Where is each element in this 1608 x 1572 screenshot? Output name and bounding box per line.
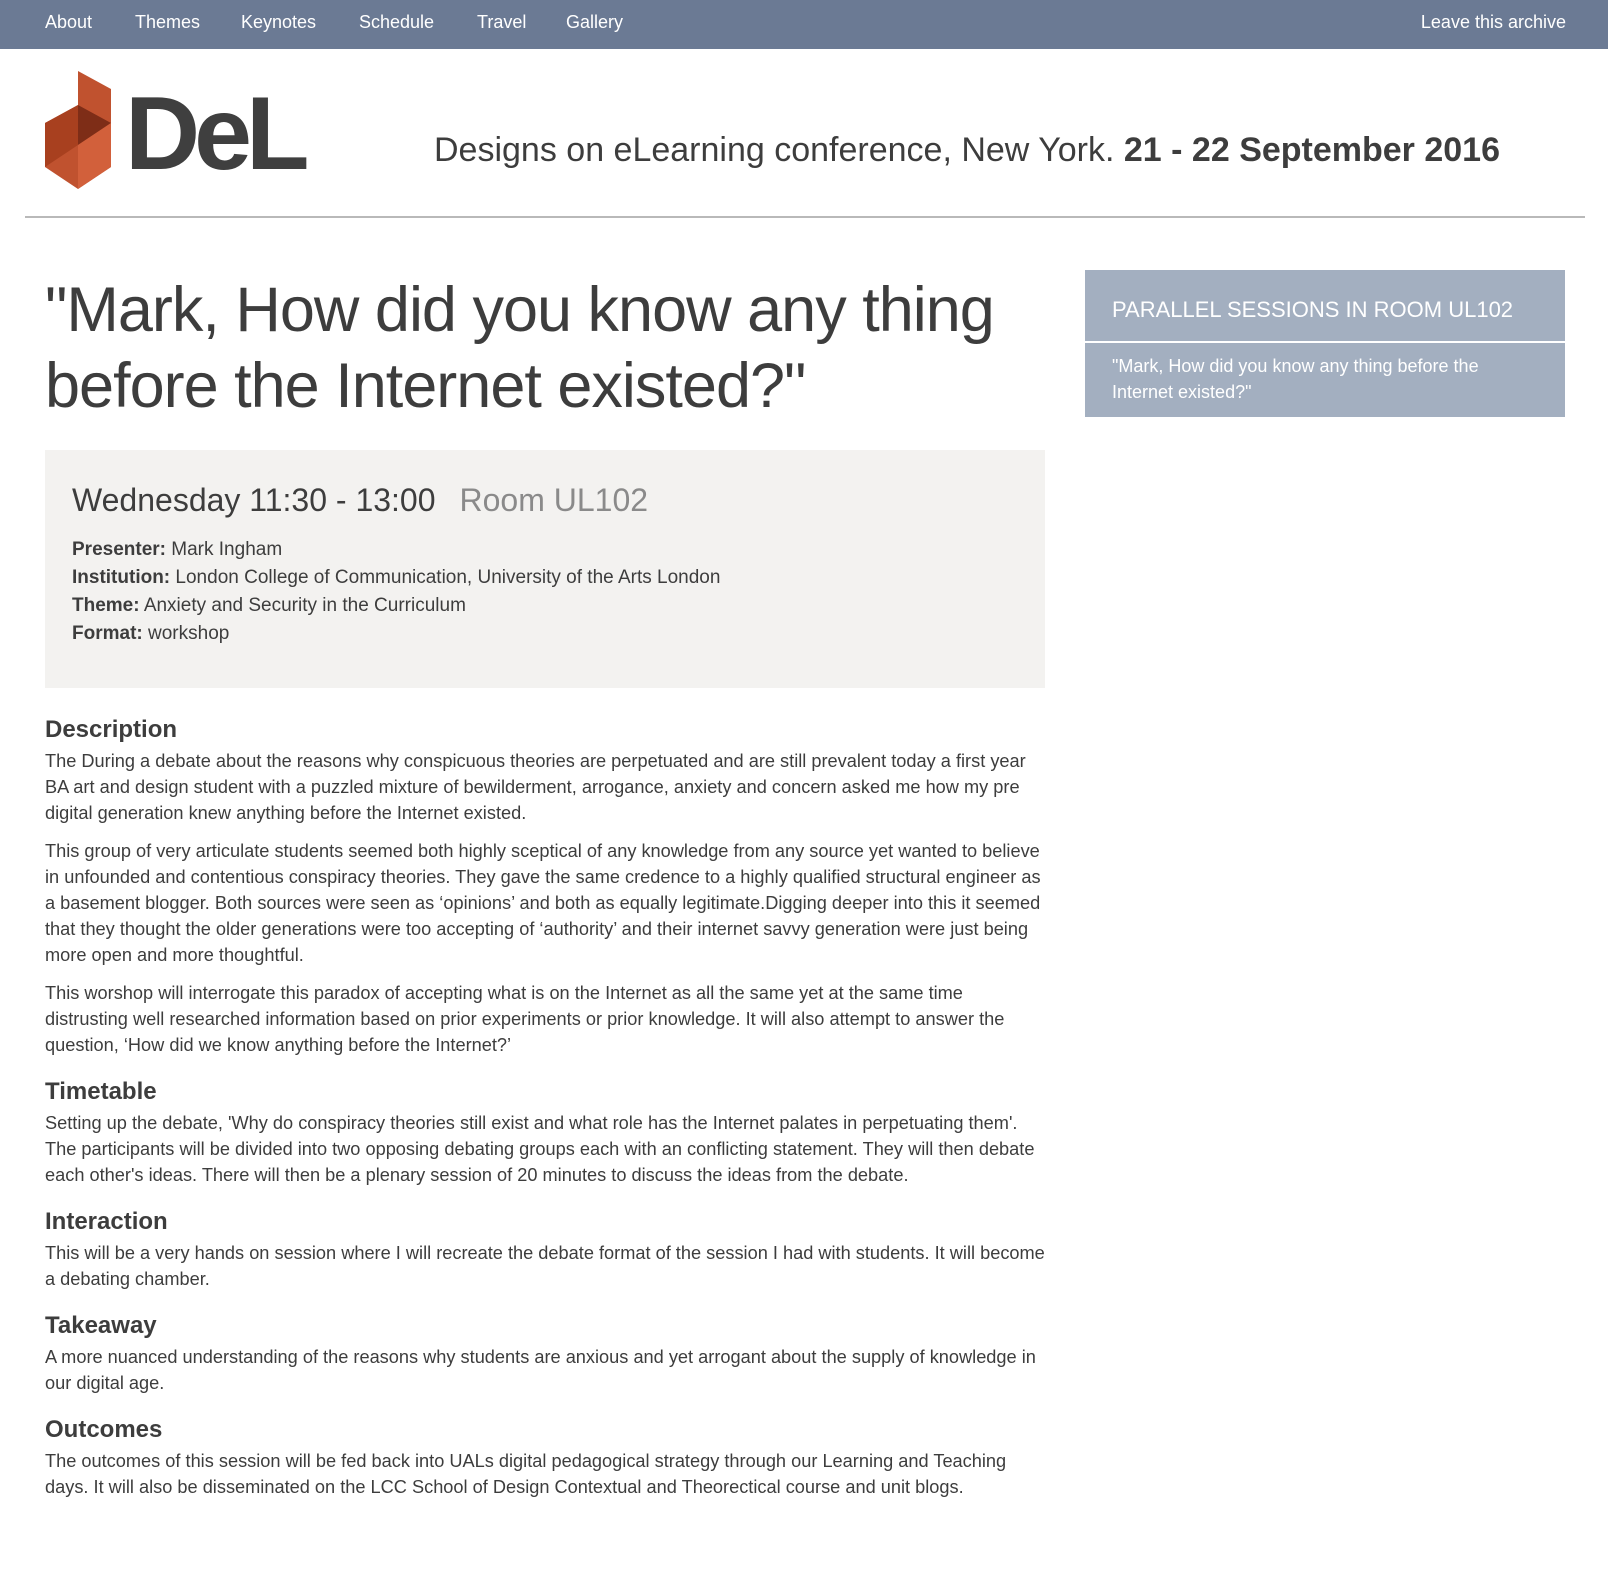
session-room: Room UL102 <box>459 482 649 518</box>
nav-schedule[interactable]: Schedule <box>359 12 435 32</box>
presenter-label: Presenter: <box>72 539 166 560</box>
theme-line <box>72 592 720 620</box>
parallel-sessions-sidebar <box>1085 270 1565 417</box>
timetable-paragraph: Setting up the debate, 'Why do conspiracy theories still exist and what role has the Internet palates in perpetuating them'. The participants will be divided into two opposing debating groups each with an conflicting statement. They will then debate each other's ideas. There will then be a plenary session of 20 minutes to discuss the ideas from the debate. <box>45 1113 1035 1185</box>
outcomes-paragraph: The outcomes of this session will be fed back into UALs digital pedagogical strategy through our Learning and Teaching days. It will also be disseminated on the LCC School of Design Contextual and Theorectical course and unit blogs. <box>45 1451 1007 1497</box>
session-content <box>45 712 1050 1500</box>
nav-gallery[interactable]: Gallery <box>566 12 624 32</box>
session-info-box <box>45 450 1045 688</box>
outcomes-heading: Outcomes <box>45 1416 163 1443</box>
conference-tagline <box>434 126 1500 174</box>
page-title: "Mark, How did you know any thing before the Internet existed?" <box>45 275 994 421</box>
session-details <box>72 536 720 648</box>
presenter-value: Mark Ingham <box>171 539 283 560</box>
institution-value: London College of Communication, University of the Arts London <box>175 567 721 588</box>
nav-keynotes[interactable]: Keynotes <box>241 12 317 32</box>
del-logo[interactable] <box>45 71 313 189</box>
format-value: workshop <box>148 623 230 644</box>
session-when <box>72 478 648 522</box>
takeaway-heading: Takeaway <box>45 1312 157 1339</box>
logo-wordmark: DeL <box>125 76 304 189</box>
interaction-heading: Interaction <box>45 1208 168 1235</box>
nav-themes[interactable]: Themes <box>135 12 201 32</box>
description-heading: Description <box>45 716 178 743</box>
theme-value: Anxiety and Security in the Curriculum <box>143 595 466 616</box>
presenter-line <box>72 536 720 564</box>
institution-line <box>72 564 720 592</box>
timetable-heading: Timetable <box>45 1078 157 1105</box>
nav-travel[interactable]: Travel <box>477 12 527 32</box>
header-divider <box>25 216 1585 218</box>
description-paragraph-3: This worshop will interrogate this paradox of accepting what is on the Internet as all the same yet at the same time distrusting well researched information based on prior experiments or prior knowledge. It will also attempt to answer the question, ‘How did we know anything before the Internet?’ <box>45 983 1005 1055</box>
institution-label: Institution: <box>72 567 171 588</box>
nav-about[interactable]: About <box>45 12 93 32</box>
sidebar-heading: PARALLEL SESSIONS IN ROOM UL102 <box>1085 270 1565 341</box>
format-line <box>72 620 720 648</box>
description-paragraph-2: This group of very articulate students seemed both highly sceptical of any knowledge from any source yet wanted to believe in unfounded and contentious conspiracy theories. They gave the same credence to a highly qualified structural engineer as a basement blogger. Both sources were seen as ‘opinions’ and both as equally legitimate.Digging deeper into this it seemed that they thought the older generations were too accepting of ‘authority’ and their internet savvy generation were just being more open and more thoughtful. <box>45 841 1041 965</box>
theme-label: Theme: <box>72 595 140 616</box>
format-label: Format: <box>72 623 143 644</box>
tagline-main: Designs on eLearning conference, New York. <box>434 131 1124 169</box>
tagline-dates: 21 - 22 September 2016 <box>1123 131 1500 169</box>
takeaway-paragraph: A more nuanced understanding of the reasons why students are anxious and yet arrogant about the supply of knowledge in our digital age. <box>45 1347 1036 1393</box>
description-paragraph-1: The During a debate about the reasons why conspicuous theories are perpetuated and are still prevalent today a first year BA art and design student with a puzzled mixture of bewilderment, arrogance, anxiety and concern asked me how my pre digital generation knew anything before the Internet existed. <box>45 751 1026 823</box>
interaction-paragraph: This will be a very hands on session where I will recreate the debate format of the session I had with students. It will become a debating chamber. <box>45 1243 1045 1289</box>
leave-archive-link[interactable]: Leave this archive <box>1420 12 1566 32</box>
session-time: Wednesday 11:30 - 13:00 <box>72 482 436 518</box>
sidebar-session-link[interactable]: "Mark, How did you know any thing before the Internet existed?" <box>1085 343 1565 417</box>
top-nav <box>0 0 1608 49</box>
